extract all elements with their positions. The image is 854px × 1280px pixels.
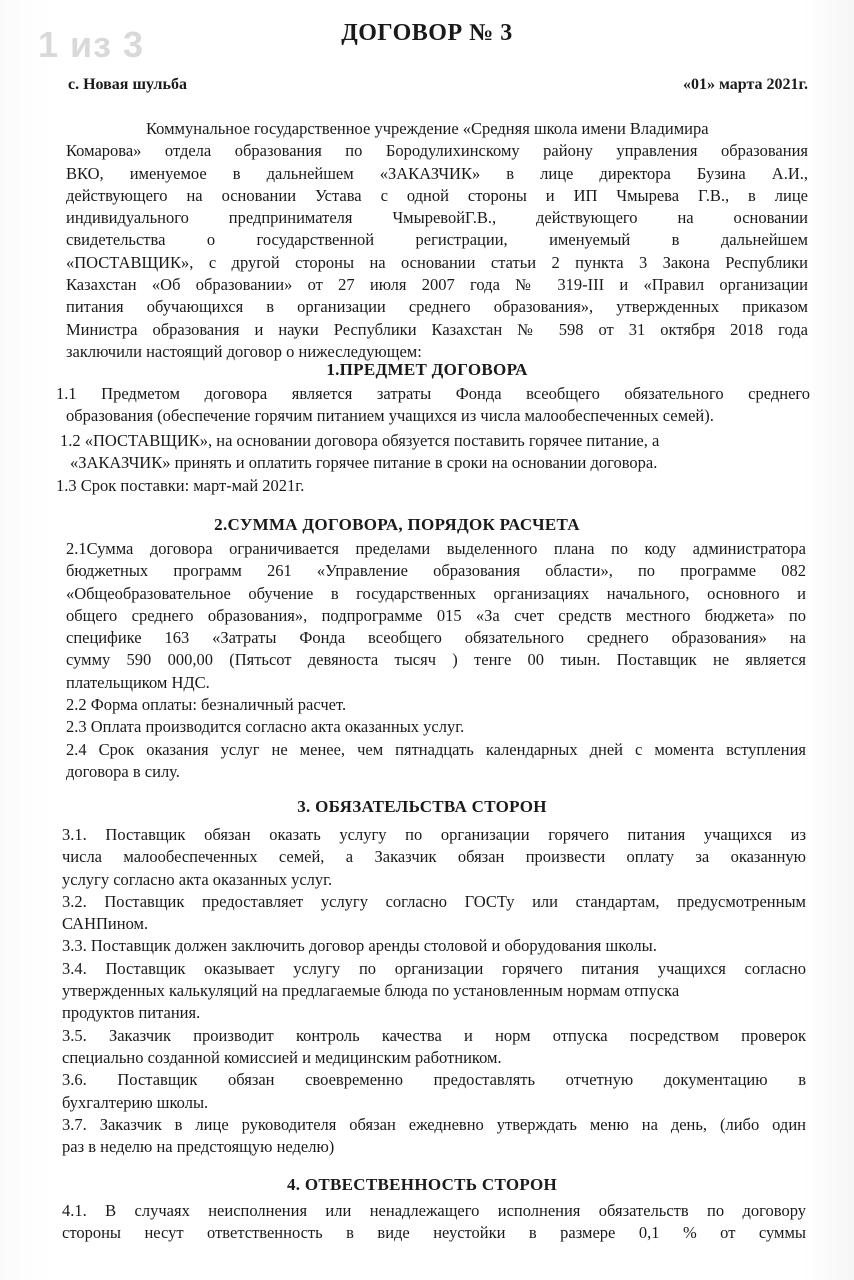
section-2-line: общего среднего образования», подпрограмме 015 «За счет средств местного бюджета» по [66,605,806,625]
preamble [66,118,808,363]
section-2-line: 2.3 Оплата производится согласно акта оказанных услуг. [66,717,465,737]
section-3-body [62,824,806,1158]
section-3-line: 3.4. Поставщик оказывает услугу по организации горячего питания учащихся согласно [62,958,806,978]
section-3-line: продуктов питания. [62,1003,201,1023]
section-3-line: САНПином. [62,914,149,934]
preamble-line: Министра образования и науки Республики Казахстан № 598 от 31 октября 2018 года [66,319,808,339]
section-1-line: 1.1 Предметом договора является затраты Фонда всеобщего обязательного среднего [56,384,810,403]
document-title: ДОГОВОР № 3 [341,20,513,46]
section-2-line: 2.1Сумма договора ограничивается пределами выделенного плана по коду администратора [66,539,806,558]
section-4-line: стороны несут ответственность в виде неустойки в размере 0,1 % от суммы [62,1223,806,1243]
section-2-body [66,538,806,783]
section-3-line: услугу согласно акта оказанных услуг. [62,869,333,889]
section-1-heading: 1.ПРЕДМЕТ ДОГОВОРА [326,360,528,379]
page-counter: 1 из 3 [38,24,145,65]
preamble-line: заключили настоящий договор о нижеследующем: [66,341,422,361]
section-1-line: образования (обеспечение горячим питанием учащихся из числа малообеспеченных семей). [66,406,714,425]
section-1-item [66,405,810,427]
section-3-line: утвержденных калькуляций на предлагаемые блюда по установленным нормам отпуска [62,981,680,1001]
section-1-line: «ЗАКАЗЧИК» принять и оплатить горячее питание в сроки на основании договора. [70,453,658,472]
preamble-line: индивидуального предпринимателя ЧмыревойГ.В., действующего на основании [66,208,808,228]
section-3-line: числа малообеспеченных семей, а Заказчик обязан произвести оплату за оказанную [62,847,806,867]
section-3-line: 3.5. Заказчик производит контроль качества и норм отпуска посредством проверок [62,1025,806,1045]
section-4-line: 4.1. В случаях неисполнения или ненадлежащего исполнения обязательств по договору [62,1201,806,1220]
preamble-line: питания обучающихся в организации среднего образования», утвержденных приказом [66,297,808,317]
section-2-heading: 2.СУММА ДОГОВОРА, ПОРЯДОК РАСЧЕТА [214,515,580,534]
section-4-heading: 4. ОТВЕСТВЕННОСТЬ СТОРОН [286,1175,558,1194]
section-3-line: 3.2. Поставщик предоставляет услугу согласно ГОСТу или стандартам, предусмотренным [62,891,806,911]
preamble-line: Казахстан «Об образовании» от 27 июля 2007 года № 319-III и «Правил организации [66,275,808,295]
document-date: «01» марта 2021г. [683,76,808,93]
section-1-item [60,430,760,452]
section-3-line: 3.7. Заказчик в лице руководителя обязан ежедневно утверждать меню на день, (либо один [62,1114,806,1134]
section-1-item [56,383,810,405]
section-1-line: 1.3 Срок поставки: март-май 2021г. [56,476,305,495]
section-1-item [70,452,810,474]
section-3-line: 3.3. Поставщик должен заключить договор аренды столовой и оборудования школы. [62,936,657,956]
section-2-line: 2.2 Форма оплаты: безналичный расчет. [66,695,347,715]
section-2-line: плательщиком НДС. [66,672,210,692]
section-2-line: договора в силу. [66,761,180,781]
preamble-line: свидетельства о государственной регистрации, именуемый в дальнейшем [66,230,808,250]
section-2-line: специфике 163 «Затраты Фонда всеобщего обязательного среднего образования» на [66,628,806,648]
section-3-line: раз в неделю на предстоящую неделю) [62,1137,335,1157]
document-place: с. Новая шульба [68,76,187,93]
preamble-line: ВКО, именуемое в дальнейшем «ЗАКАЗЧИК» в лице директора Бузина А.И., [66,163,808,183]
preamble-line: Коммунальное государственное учреждение «Средняя школа имени Владимира [146,119,709,138]
section-4-body [62,1200,806,1245]
section-2-line: 2.4 Срок оказания услуг не менее, чем пятнадцать календарных дней с момента вступления [66,739,806,759]
section-3-heading: 3. ОБЯЗАТЕЛЬСТВА СТОРОН [297,797,547,816]
preamble-line: «ПОСТАВЩИК», с другой стороны на основании статьи 2 пункта 3 Закона Республики [66,252,808,272]
section-3-line: бухгалтерию школы. [62,1092,209,1112]
section-2-line: «Общеобразовательное обучение в государственных организациях начального, основного и [66,583,806,603]
section-3-line: 3.6. Поставщик обязан своевременно предоставлять отчетную документацию в [62,1070,806,1090]
section-2-line: бюджетных программ 261 «Управление образования области», по программе 082 [66,561,806,581]
section-3-line: 3.1. Поставщик обязан оказать услугу по организации горячего питания учащихся из [62,825,806,844]
section-1-line: 1.2 «ПОСТАВЩИК», на основании договора обязуется поставить горячее питание, а [60,431,660,450]
preamble-line: действующего на основании Устава с одной стороны и ИП Чмырева Г.В., в лице [66,185,808,205]
section-1-item [56,475,796,497]
section-3-line: специально созданной комиссией и медицинским работником. [62,1047,502,1067]
section-2-line: сумму 590 000,00 (Пятьсот девяноста тысяч ) тенге 00 тиын. Поставщик не является [66,650,806,670]
preamble-line: Комарова» отдела образования по Бородулихинскому району управления образования [66,141,808,161]
